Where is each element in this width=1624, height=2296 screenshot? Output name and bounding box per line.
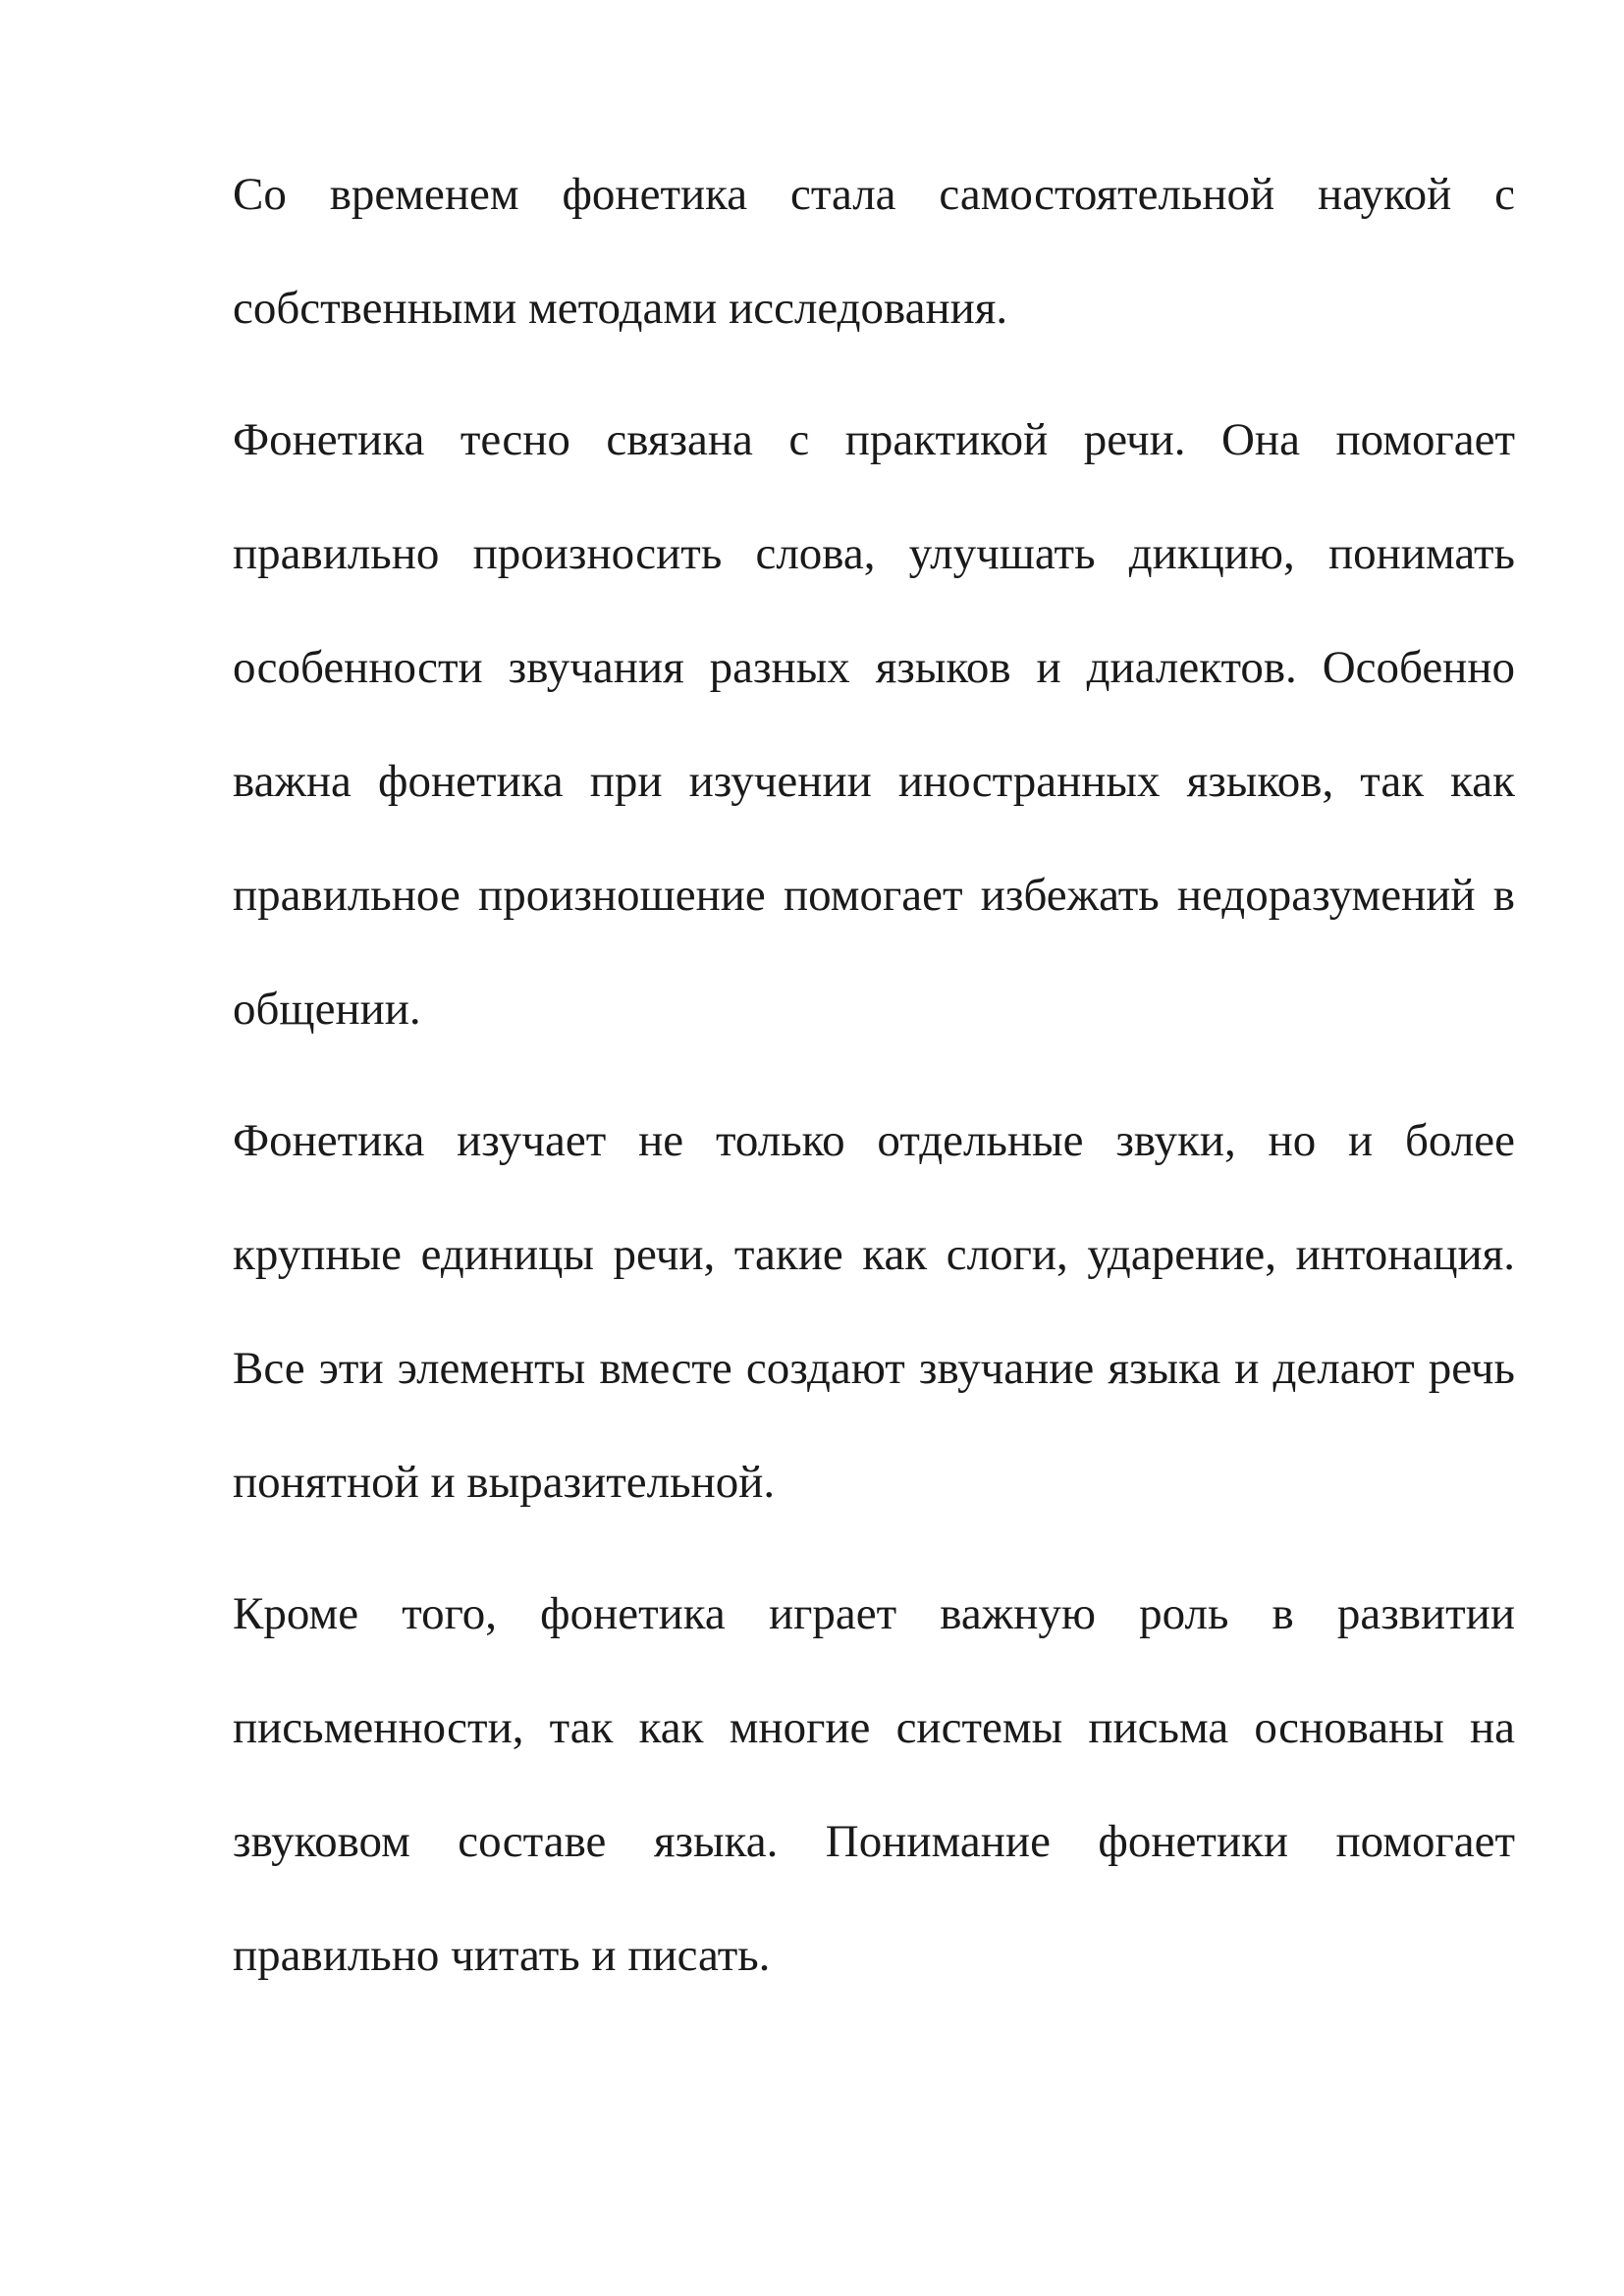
document-body: [233, 137, 1515, 2012]
paragraph: Кроме того, фонетика играет важную роль в развитии письменности, так как многие системы письма основаны на звуковом составе языка. Понимание фонетики помогает правильно читать и писать.: [233, 1588, 1515, 1981]
paragraph: Фонетика изучает не только отдельные звуки, но и более крупные единицы речи, такие как слоги, ударение, интонация. Все эти элементы вместе создают звучание языка и делают речь понятной и выразительной.: [233, 1115, 1515, 1508]
paragraph: Фонетика тесно связана с практикой речи. Она помогает правильно произносить слова, улучшать дикцию, понимать особенности звучания разных языков и диалектов. Особенно важна фонетика при изучении иностранных языков, так как правильное произношение помогает избежать недоразумений в общении.: [233, 414, 1515, 1035]
paragraph: Со временем фонетика стала самостоятельной наукой с собственными методами исследования.: [233, 169, 1515, 334]
